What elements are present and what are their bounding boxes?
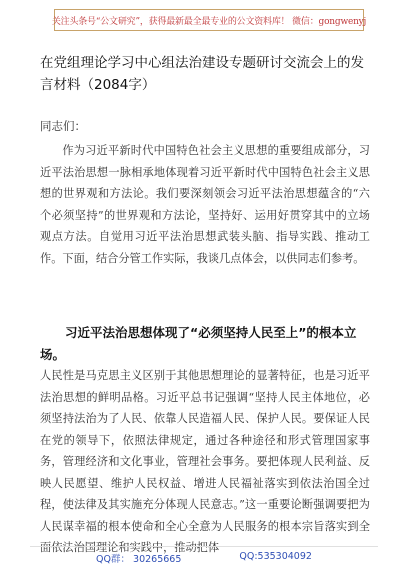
section-body-paragraph: 人民性是马克思主义区别于其他思想理论的显著特征，也是习近平法治思想的鲜明品格。习近平总书记强调“坚持人民主体地位，必须坚持法治为了人民、依靠人民造福人民、保护人民。要保证人民在党的领导下，依照法律规定，通过各种途径和形式管理国家事务，管理经济和文化事业，管理社会事务。要把体现人民利益、反映人民愿望、维护人民权益、增进人民福祉落实到依法治国全过程，使法律及其实施充分体现人民意志。”这一重要论断强调要把为人民谋幸福的根本使命和全心全意为人民服务的根本宗旨落实到全面依法治国理论和实践中，推动把体 <box>40 369 370 554</box>
footer-qq: QQ:535304092 <box>239 551 312 562</box>
salutation: 同志们： <box>40 119 86 133</box>
footer-divider <box>30 546 378 547</box>
footer-qq-group: QQ群： 30265665 <box>96 554 182 565</box>
footer <box>0 551 408 565</box>
intro-paragraph: 作为习近平新时代中国特色社会主义思想的重要组成部分，习近平法治思想一脉相承地体现着习近平新时代中国特色社会主义思想的世界观和方法论。我们要深刻领会习近平法治思想蕴含的“六个必须坚持”的世界观和方法论，坚持好、运用好贯穿其中的立场观点方法。自觉用习近平法治思想武装头脑、指导实践、推动工作。下面，结合分管工作实际，我谈几点体会，以供同志们参考。 <box>40 144 370 265</box>
promo-banner <box>51 9 367 31</box>
promo-banner-text: 关注头条号“公文研究”，获得最新最全最专业的公文资料库！ 微信：gongwenyj <box>51 16 367 27</box>
document-title: 在党组理论学习中心组法治建设专题研讨交流会上的发言材料（2084字） <box>40 55 364 93</box>
section-heading: 习近平法治思想体现了“必须坚持人民至上”的根本立场。 <box>40 325 357 362</box>
